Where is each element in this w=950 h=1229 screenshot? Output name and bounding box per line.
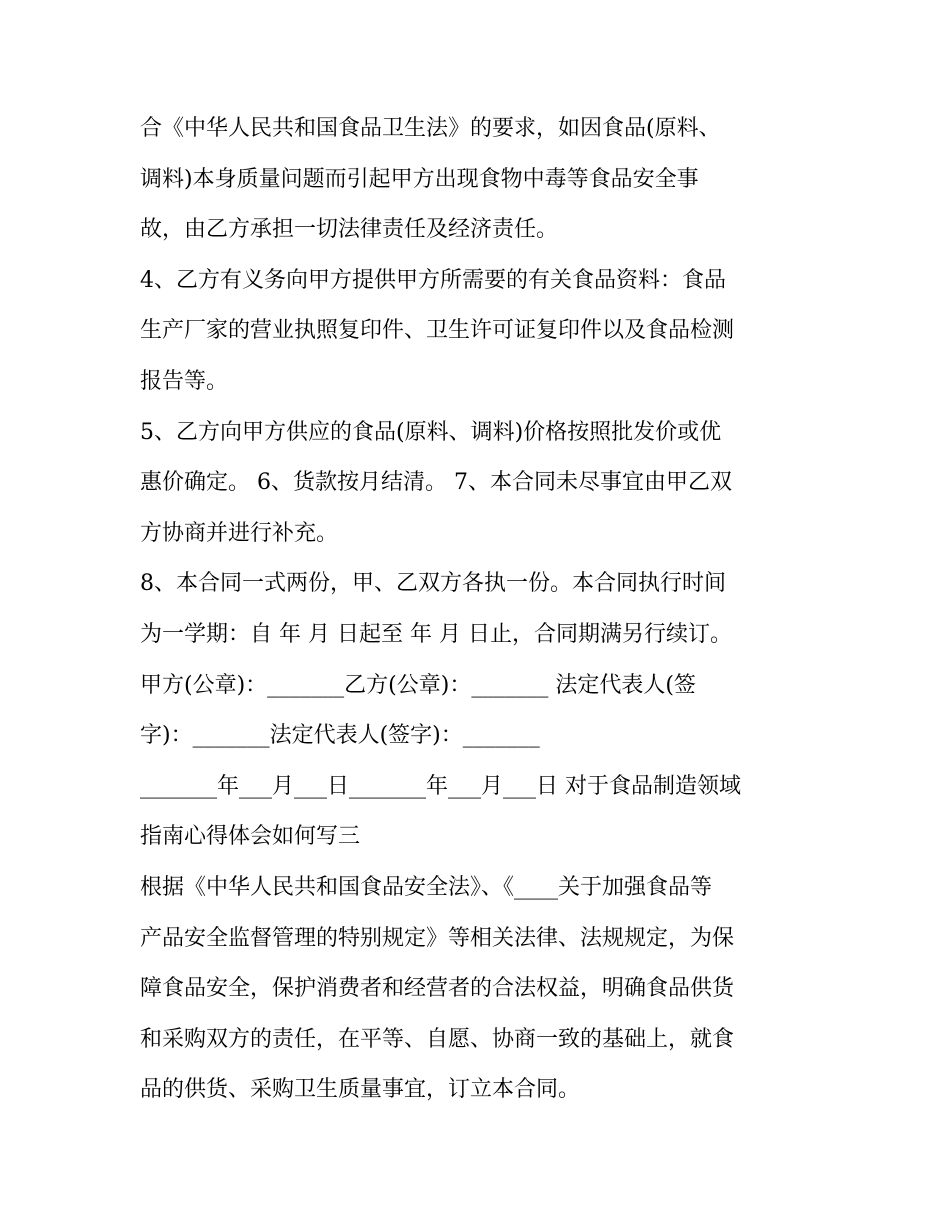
text-line: 惠价确定。 6、货款按月结清。 7、本合同未尽事宜由甲乙双 [140,470,732,496]
text-line: 和采购双方的责任，在平等、自愿、协商一致的基础上，就食 [140,1026,735,1052]
text-line: 障食品安全，保护消费者和经营者的合法权益，明确食品供货 [140,976,735,1002]
text-line: 4、乙方有义务向甲方提供甲方所需要的有关食品资料：食品 [140,267,726,293]
text-line: 为一学期：自 年 月 日起至 年 月 日止，合同期满另行续订。 [140,621,732,647]
text-line: 8、本合同一式两份，甲、乙双方各执一份。本合同执行时间 [140,571,726,597]
text-line: 字)：_______法定代表人(签字)：_______ [140,723,540,749]
text-line: 故，由乙方承担一切法律责任及经济责任。 [140,217,559,243]
text-line: 调料)本身质量问题而引起甲方出现食物中毒等食品安全事 [140,166,699,192]
text-line: 产品安全监督管理的特别规定》等相关法律、法规规定，为保 [140,925,735,951]
text-line: 甲方(公章)：_______乙方(公章)：_______ 法定代表人(签 [140,672,696,698]
text-line: 方协商并进行补充。 [140,520,339,546]
text-line: 合《中华人民共和国食品卫生法》的要求，如因食品(原料、 [140,116,721,141]
text-line: 指南心得体会如何写三 [140,824,361,850]
text-line: 5、乙方向甲方供应的食品(原料、调料)价格按照批发价或优 [140,419,722,445]
text-line: 品的供货、采购卫生质量事宜，订立本合同。 [140,1077,581,1103]
text-line: _______年___月___日_______年___月___日 对于食品制造领域 [140,773,741,799]
text-line: 根据《中华人民共和国食品安全法》、《____关于加强食品等 [140,874,713,900]
document-body [140,104,820,1116]
text-line: 生产厂家的营业执照复印件、卫生许可证复印件以及食品检测 [140,318,735,344]
text-line: 报告等。 [140,368,229,394]
